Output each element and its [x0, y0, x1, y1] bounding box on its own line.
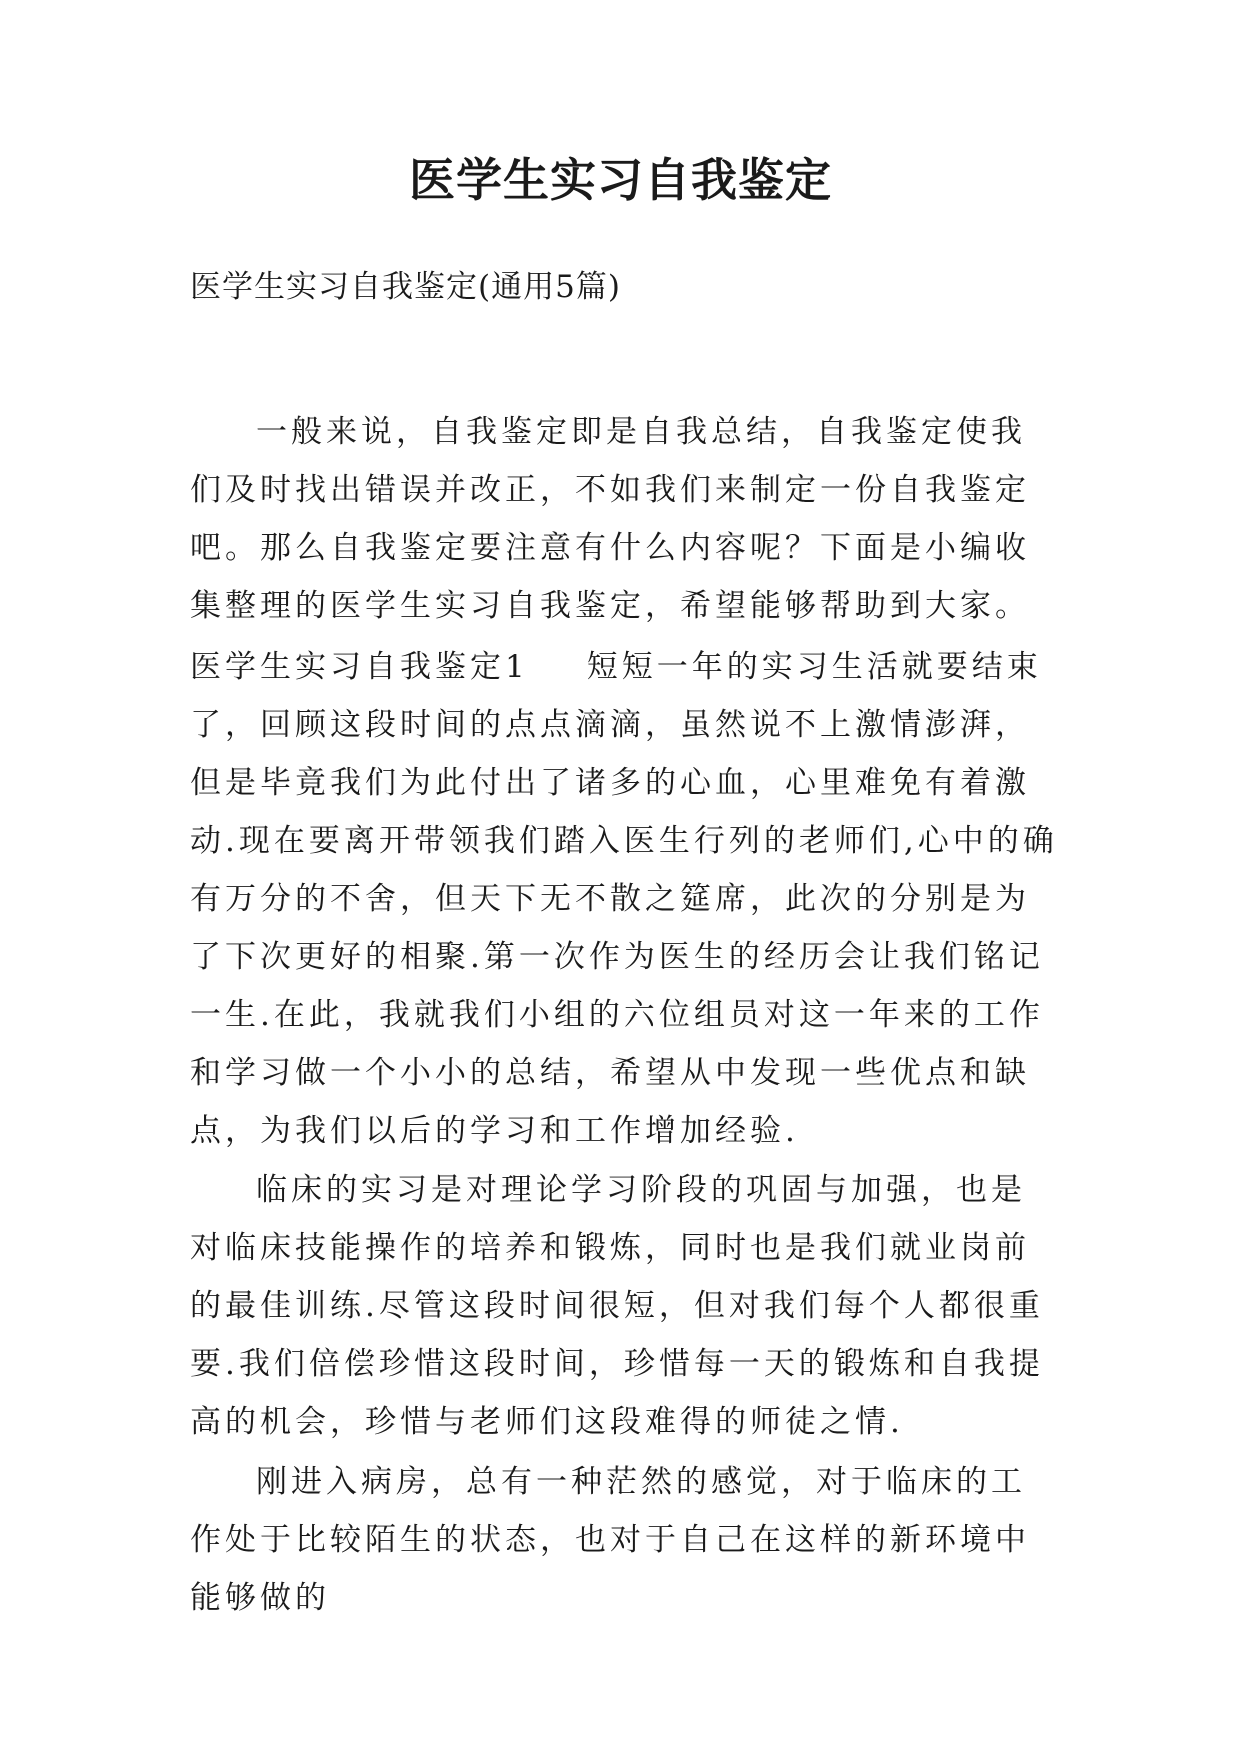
document-subtitle: 医学生实习自我鉴定(通用5篇): [190, 269, 621, 305]
paragraph-entering-ward: 刚进入病房，总有一种茫然的感觉，对于临床的工作处于比较陌生的状态，也对于自己在这样的新环境中能够做的: [190, 1464, 1030, 1616]
section1-paragraph: [190, 638, 1060, 1160]
section1-heading: 医学生实习自我鉴定1: [190, 649, 529, 685]
section1-text: 短短一年的实习生活就要结束了，回顾这段时间的点点滴滴，虽然说不上激情澎湃，但是毕竟我们为此付出了诸多的心血，心里难免有着激动.现在要离开带领我们踏入医生行列的老师们,心中的确有万分的不舍，但天下无不散之筵席，此次的分别是为了下次更好的相聚.第一次作为医生的经历会让我们铭记一生.在此，我就我们小组的六位组员对这一年来的工作和学习做一个小小的总结，希望从中发现一些优点和缺点，为我们以后的学习和工作增加经验.: [190, 649, 1058, 1149]
intro-paragraph: 一般来说，自我鉴定即是自我总结，自我鉴定使我们及时找出错误并改正，不如我们来制定一份自我鉴定吧。那么自我鉴定要注意有什么内容呢？下面是小编收集整理的医学生实习自我鉴定，希望能够帮助到大家。: [190, 414, 1030, 624]
document-title: 医学生实习自我鉴定: [409, 153, 832, 207]
paragraph-clinical-practice: 临床的实习是对理论学习阶段的巩固与加强，也是对临床技能操作的培养和锻炼，同时也是我们就业岗前的最佳训练.尽管这段时间很短，但对我们每个人都很重要.我们倍偿珍惜这段时间，珍惜每一天的锻炼和自我提高的机会，珍惜与老师们这段难得的师徒之情.: [190, 1172, 1044, 1440]
